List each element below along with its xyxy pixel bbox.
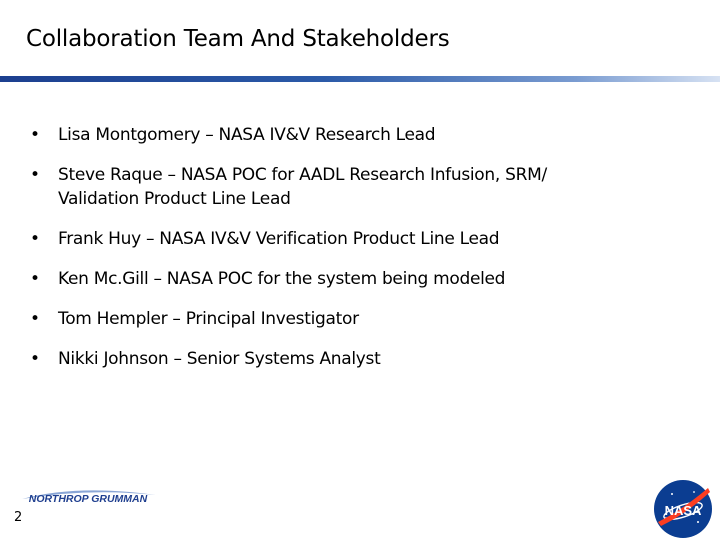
bullet-dot: • <box>30 309 40 329</box>
bullet-text: Tom Hempler – Principal Investigator <box>58 309 359 329</box>
logo-wordmark: NORTHROP GRUMMAN <box>28 493 148 505</box>
bullet-text: Steve Raque – NASA POC for AADL Research Infusion, SRM/ Validation Product Line Lead <box>58 165 547 209</box>
logo-star <box>693 491 695 493</box>
bullet-item <box>30 347 618 371</box>
bullet-dot: • <box>30 229 40 249</box>
bullet-item <box>30 163 618 211</box>
logo-star <box>697 521 699 523</box>
slide-title: Collaboration Team And Stakeholders <box>26 26 450 52</box>
bullet-dot: • <box>30 349 40 369</box>
logo-wordmark: NASA <box>664 503 702 518</box>
page-number: 2 <box>14 510 23 525</box>
bullet-dot: • <box>30 165 40 185</box>
bullet-text: Ken Mc.Gill – NASA POC for the system being modeled <box>58 269 506 289</box>
nasa-meatball-logo <box>652 478 714 540</box>
bullet-list <box>30 123 618 371</box>
bullet-dot: • <box>30 269 40 289</box>
bullet-text: Nikki Johnson – Senior Systems Analyst <box>58 349 381 369</box>
bullet-dot: • <box>30 125 40 145</box>
bullet-item <box>30 307 618 331</box>
logo-star <box>671 493 673 495</box>
title-underline <box>0 76 720 82</box>
bullet-item <box>30 267 618 291</box>
bullet-text: Lisa Montgomery – NASA IV&V Research Lead <box>58 125 436 145</box>
bullet-item <box>30 123 618 147</box>
bullet-text: Frank Huy – NASA IV&V Verification Product Line Lead <box>58 229 500 249</box>
northrop-grumman-logo <box>18 486 160 516</box>
bullet-item <box>30 227 618 251</box>
